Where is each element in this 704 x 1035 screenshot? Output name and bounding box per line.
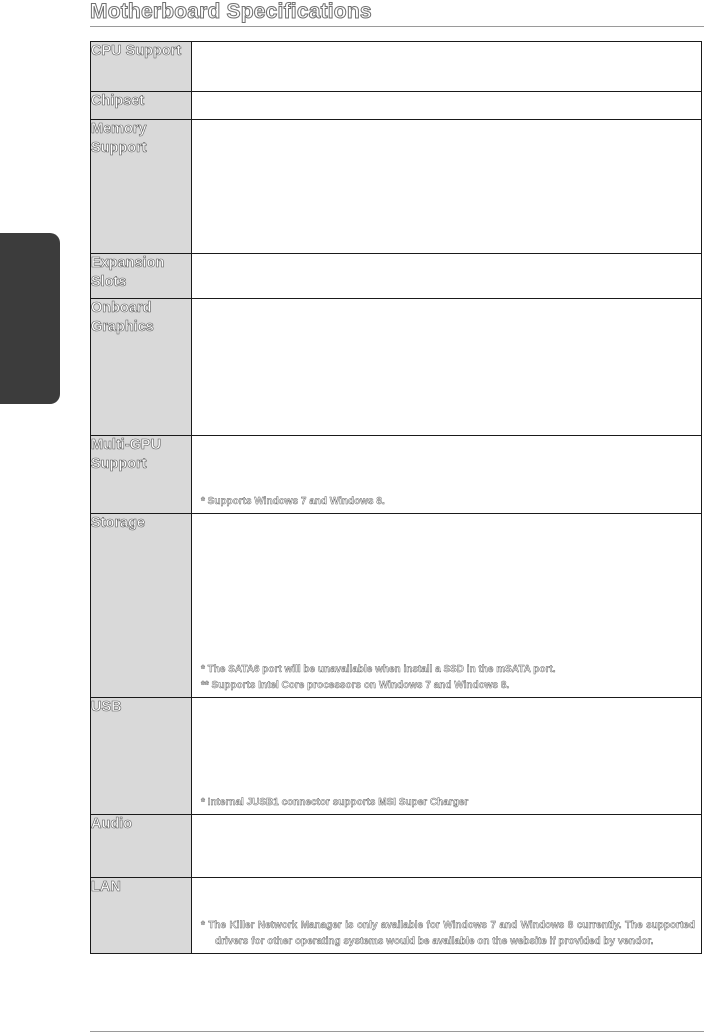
specifications-table: [90, 41, 702, 954]
spec-label: USB: [91, 698, 192, 815]
spec-value: [192, 254, 702, 299]
spec-label: CPU Support: [91, 42, 192, 92]
spec-row-chipset: [91, 92, 702, 120]
spec-value: [192, 436, 702, 514]
footnote: ** Supports Intel Core processors on Windows 7 and Windows 8.: [201, 680, 510, 691]
footnotes: [201, 918, 695, 950]
footnote: * Supports Windows 7 and Windows 8.: [201, 496, 385, 507]
footnote: * The SATA6 port will be unavailable when install a SSD in the mSATA port.: [201, 664, 556, 675]
footnotes: [201, 795, 695, 811]
spec-value: [192, 698, 702, 815]
footer-divider: [90, 1031, 704, 1032]
spec-value: [192, 42, 702, 92]
spec-row-lan: [91, 878, 702, 954]
spec-value: [192, 815, 702, 878]
title-divider: [90, 26, 704, 27]
spec-label: Expansion Slots: [91, 254, 192, 299]
spec-row-usb: [91, 698, 702, 815]
spec-label: Audio: [91, 815, 192, 878]
footnotes: [201, 662, 695, 694]
chapter-side-tab: [0, 233, 60, 404]
spec-row-multi-gpu-support: [91, 436, 702, 514]
spec-value: [192, 514, 702, 698]
page-title: Motherboard Specifications: [90, 0, 372, 23]
spec-row-expansion-slots: [91, 254, 702, 299]
spec-label: Chipset: [91, 92, 192, 120]
footnote: * Internal JUSB1 connector supports MSI Super Charger: [201, 797, 469, 808]
footnotes: [201, 494, 695, 510]
spec-row-cpu-support: [91, 42, 702, 92]
spec-value: [192, 878, 702, 954]
spec-label: Memory Support: [91, 120, 192, 254]
spec-value: [192, 299, 702, 436]
spec-label: LAN: [91, 878, 192, 954]
footnote: * The Killer Network Manager is only available for Windows 7 and Windows 8 currently. The supported drivers for other operating systems would be available on the website if provided by vendor.: [201, 920, 695, 947]
spec-value: [192, 92, 702, 120]
spec-label: Multi-GPU Support: [91, 436, 192, 514]
spec-label: Onboard Graphics: [91, 299, 192, 436]
spec-row-audio: [91, 815, 702, 878]
spec-row-onboard-graphics: [91, 299, 702, 436]
spec-row-storage: [91, 514, 702, 698]
spec-row-memory-support: [91, 120, 702, 254]
spec-label: Storage: [91, 514, 192, 698]
spec-value: [192, 120, 702, 254]
